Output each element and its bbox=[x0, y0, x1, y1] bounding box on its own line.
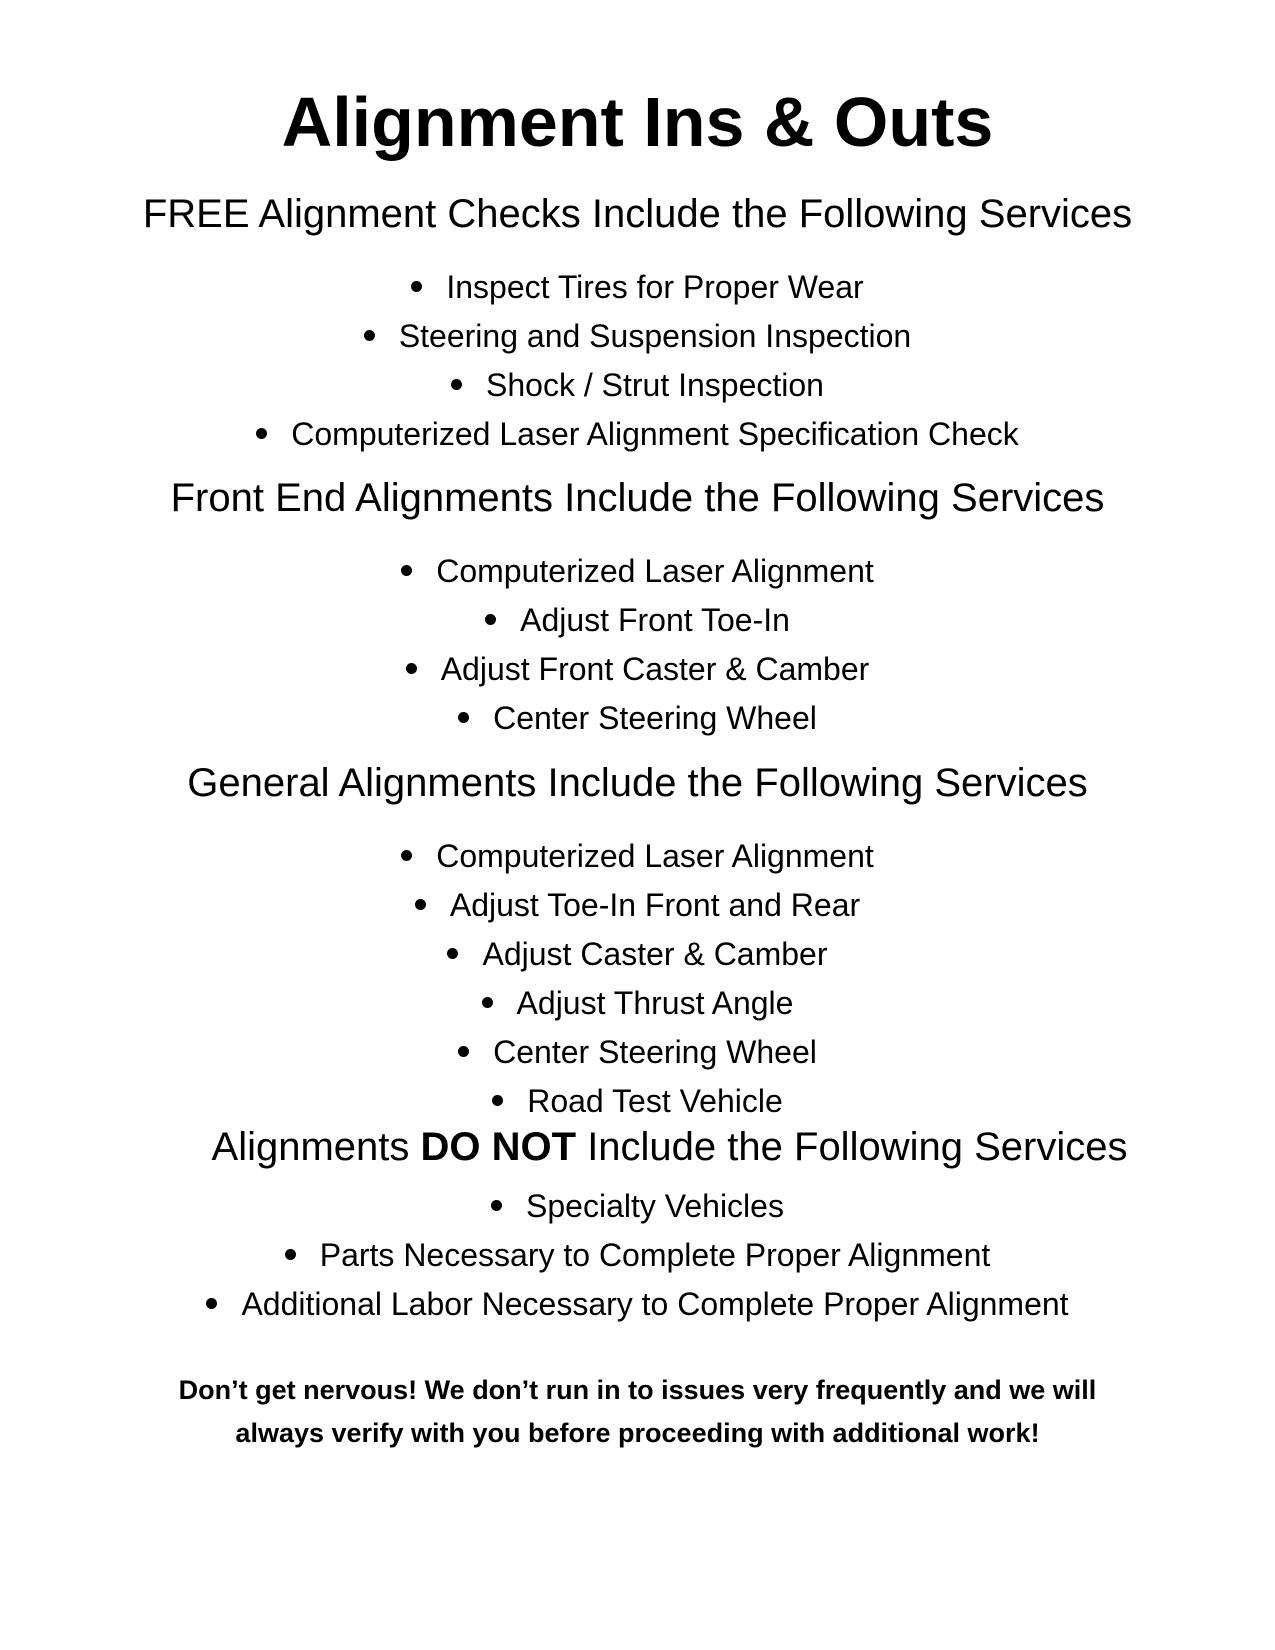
bullet-icon bbox=[406, 663, 417, 674]
footer-note-line-2: always verify with you before proceeding with additional work! bbox=[235, 1418, 1040, 1448]
section-heading-exclusions: Alignments DO NOT Include the Following Services bbox=[211, 1125, 1128, 1169]
list-item: Steering and Suspension Inspection bbox=[0, 316, 1275, 356]
list-item: Shock / Strut Inspection bbox=[0, 365, 1275, 405]
list-item: Parts Necessary to Complete Proper Alignment bbox=[0, 1235, 1275, 1275]
bullet-icon bbox=[401, 565, 412, 576]
bullet-icon bbox=[364, 330, 375, 341]
list-item: Center Steering Wheel bbox=[0, 1032, 1275, 1072]
section-heading-general: General Alignments Include the Following Services bbox=[187, 761, 1088, 805]
bullet-icon bbox=[415, 899, 426, 910]
bullet-icon bbox=[485, 614, 496, 625]
list-item: Road Test Vehicle bbox=[0, 1081, 1275, 1121]
list-item: Computerized Laser Alignment bbox=[0, 836, 1275, 876]
section-heading-front-end: Front End Alignments Include the Following Services bbox=[170, 476, 1105, 520]
list-item: Adjust Thrust Angle bbox=[0, 983, 1275, 1023]
list-item: Adjust Front Toe-In bbox=[0, 600, 1275, 640]
list-item: Adjust Caster & Camber bbox=[0, 934, 1275, 974]
bullet-icon bbox=[256, 428, 267, 439]
bullet-icon bbox=[482, 997, 493, 1008]
bullet-icon bbox=[451, 379, 462, 390]
section-heading-free-checks: FREE Alignment Checks Include the Following Services bbox=[142, 192, 1133, 236]
list-item: Computerized Laser Alignment Specification Check bbox=[0, 414, 1275, 454]
emphasis-do-not: DO NOT bbox=[420, 1125, 577, 1169]
list-item: Additional Labor Necessary to Complete Proper Alignment bbox=[0, 1284, 1275, 1324]
bullet-icon bbox=[447, 948, 458, 959]
bullet-icon bbox=[401, 850, 412, 861]
list-item: Center Steering Wheel bbox=[0, 698, 1275, 738]
bullet-icon bbox=[491, 1200, 502, 1211]
list-item: Specialty Vehicles bbox=[0, 1186, 1275, 1226]
list-item: Computerized Laser Alignment bbox=[0, 551, 1275, 591]
list-item: Adjust Front Caster & Camber bbox=[0, 649, 1275, 689]
bullet-icon bbox=[411, 281, 422, 292]
list-item: Adjust Toe-In Front and Rear bbox=[0, 885, 1275, 925]
footer-note-line-1: Don’t get nervous! We don’t run in to issues very frequently and we will bbox=[178, 1375, 1097, 1405]
page-title: Alignment Ins & Outs bbox=[281, 83, 994, 161]
bullet-icon bbox=[458, 712, 469, 723]
bullet-icon bbox=[285, 1249, 296, 1260]
bullet-icon bbox=[458, 1046, 469, 1057]
bullet-icon bbox=[492, 1095, 503, 1106]
list-item: Inspect Tires for Proper Wear bbox=[0, 267, 1275, 307]
bullet-icon bbox=[206, 1298, 217, 1309]
